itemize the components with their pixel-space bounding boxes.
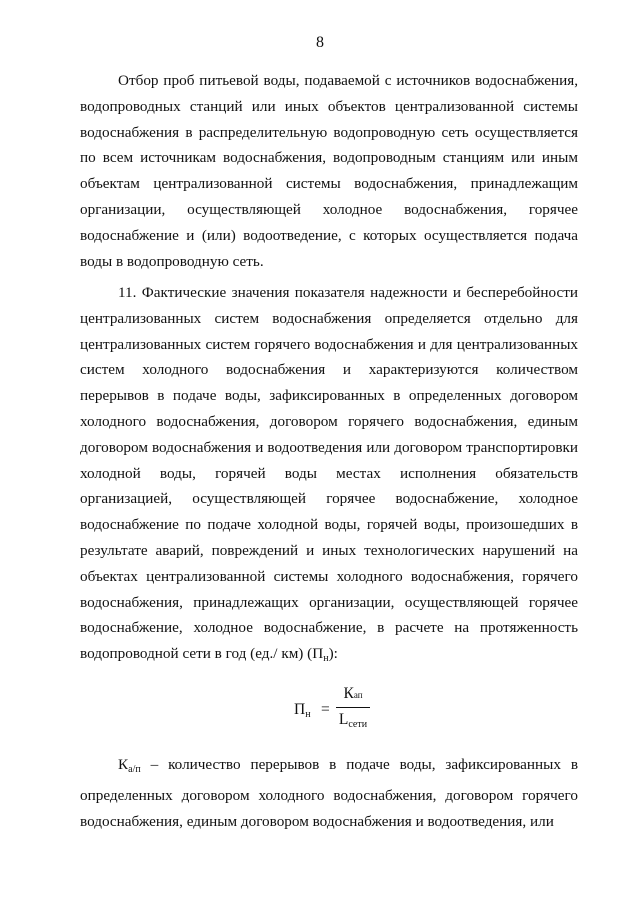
page-number: 8 xyxy=(316,34,324,51)
definition-symbol-subscript: а/п xyxy=(128,764,141,775)
paragraph-sampling: Отбор проб питьевой воды, подаваемой с источников водоснабжения, водопроводных станций или иных объектов централизованной системы водоснабжения в распределительную водопроводную сеть осуществляется по всем источникам водоснабжения, водопроводным станциям или иным объектам централизованной системы водоснабжения, принадлежащим организации, осуществляющей холодное водоснабжения, горячее водоснабжение и (или) водоотведение, с которых осуществляется подача воды в водопроводную сеть. xyxy=(80,72,578,270)
formula-numerator-sub-bottom: п xyxy=(357,690,363,700)
formula-denominator-symbol: L xyxy=(338,711,349,728)
paragraph-reliability xyxy=(80,280,578,672)
paragraph-reliability-text: 11. Фактические значения показателя надежности и бесперебойности централизованных систем водоснабжения определяется отдельно для централизованных систем горячего водоснабжения и для централизованных систем холодного водоснабжения и характеризуются количеством перерывов в подаче воды, зафиксированных в определенных договором холодного водоснабжения, договором горячего водоснабжения, единым договором водоснабжения и водоотведения или договором транспортировки холодной воды, горячей воды местах исполнения обязательств организацией, осуществляющей горячее водоснабжение, холодное водоснабжение по подаче холодной воды, горячей воды, произошедших в результате аварий, повреждений и иных технологических нарушений на объектах централизованной системы холодного водоснабжения, горячего водоснабжения, принадлежащих организации, осуществляющей горячее водоснабжение, холодное водоснабжение, в расчете на протяженность водопроводной сети в год (ед./ км) (П xyxy=(80,284,578,663)
formula-numerator-symbol: К xyxy=(343,685,354,702)
formula-reliability xyxy=(294,683,374,739)
formula-denominator-subscript: сети xyxy=(348,719,368,730)
paragraph-definition xyxy=(80,752,578,834)
formula-lhs xyxy=(294,701,311,720)
definition-text: – количество перерывов в подаче воды, зафиксированных в определенных договором холодного водоснабжения, договором горячего водоснабжения, единым договором водоснабжения и водоотведения, или xyxy=(80,756,578,830)
formula-fraction xyxy=(336,683,370,735)
formula-denominator xyxy=(336,710,370,735)
formula-numerator-sub-top: а xyxy=(353,690,358,700)
formula-lhs-symbol: П xyxy=(294,701,306,718)
subscript-n: н xyxy=(323,653,329,665)
formula-numerator xyxy=(336,683,370,705)
formula-lhs-subscript: н xyxy=(305,709,311,720)
paragraph-reliability-end: ): xyxy=(328,645,338,663)
formula-fraction-bar xyxy=(336,707,370,708)
definition-symbol: К xyxy=(118,756,129,773)
formula-equals: = xyxy=(321,701,330,718)
